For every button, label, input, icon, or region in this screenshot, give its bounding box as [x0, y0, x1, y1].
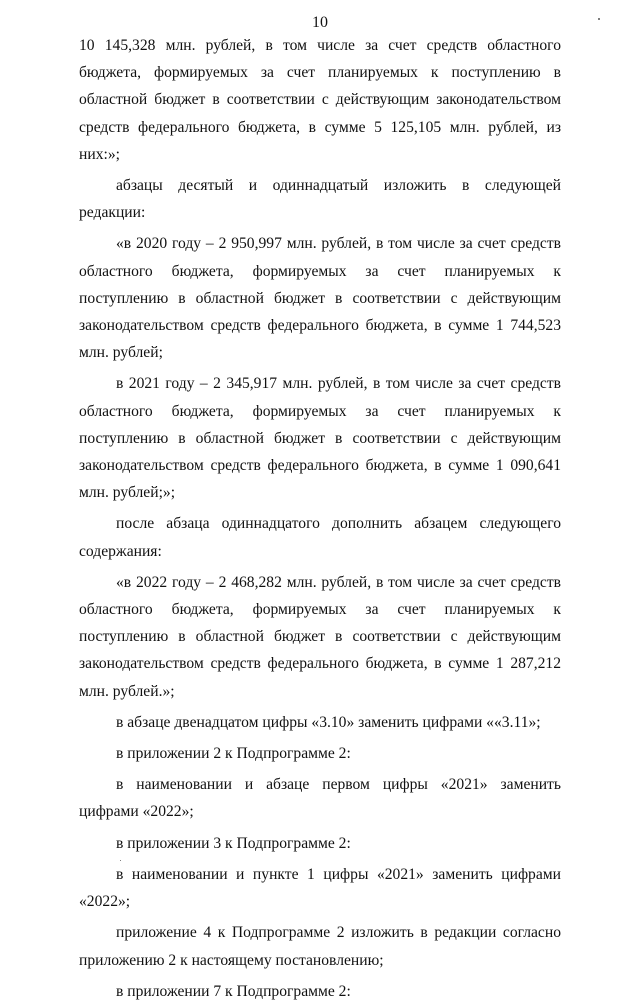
paragraph-appendix-3-heading: в приложении 3 к Подпрограмме 2: [116, 834, 351, 852]
scan-speck [120, 860, 121, 861]
document-body [79, 32, 561, 1005]
paragraph-year-2020: «в 2020 году – 2 950,997 млн. рублей, в том числе за счет средств областного бюджета, формируемых за счет планируемых к поступлению в областной бюджет в соответствии с действующим законодательством средств федерального бюджета, в сумме 1 744,523 млн. рублей; [79, 235, 561, 362]
paragraph-appendix-2-change: в наименовании и абзаце первом цифры «2021» заменить цифрами «2022»; [79, 776, 561, 821]
paragraph-appendix-2-heading: в приложении 2 к Подпрограмме 2: [116, 745, 351, 763]
paragraph-instruction-paragraph-12: в абзаце двенадцатом цифры «3.10» заменить цифрами ««3.11»; [116, 713, 541, 731]
paragraph-instruction-add-after-11: после абзаца одиннадцатого дополнить абзацем следующего содержания: [79, 515, 561, 560]
paragraph-instruction-paragraphs-10-11: абзацы десятый и одиннадцатый изложить в следующей редакции: [79, 177, 561, 222]
paragraph-appendix-3-change: в наименовании и пункте 1 цифры «2021» заменить цифрами «2022»; [79, 865, 561, 911]
page-number: 10 [312, 14, 328, 31]
scan-speck [598, 18, 600, 20]
paragraph-budget-total: 10 145,328 млн. рублей, в том числе за счет средств областного бюджета, формируемых за счет планируемых к поступлению в областной бюджет в соответствии с действующим законодательством средств федерального бюджета, в сумме 5 125,105 млн. рублей, из них:»; [79, 37, 561, 163]
paragraph-appendix-7-heading: в приложении 7 к Подпрограмме 2: [116, 982, 351, 1000]
paragraph-year-2021: в 2021 году – 2 345,917 млн. рублей, в том числе за счет средств областного бюджета, формируемых за счет планируемых к поступлению в областной бюджет в соответствии с действующим законодательством средств федерального бюджета, в сумме 1 090,641 млн. рублей;»; [79, 375, 561, 502]
paragraph-appendix-4: приложение 4 к Подпрограмме 2 изложить в редакции согласно приложению 2 к настоящему постановлению; [79, 924, 561, 969]
paragraph-year-2022: «в 2022 году – 2 468,282 млн. рублей, в том числе за счет средств областного бюджета, формируемых за счет планируемых к поступлению в областной бюджет в соответствии с действующим законодательством средств федерального бюджета, в сумме 1 287,212 млн. рублей.»; [79, 573, 561, 700]
